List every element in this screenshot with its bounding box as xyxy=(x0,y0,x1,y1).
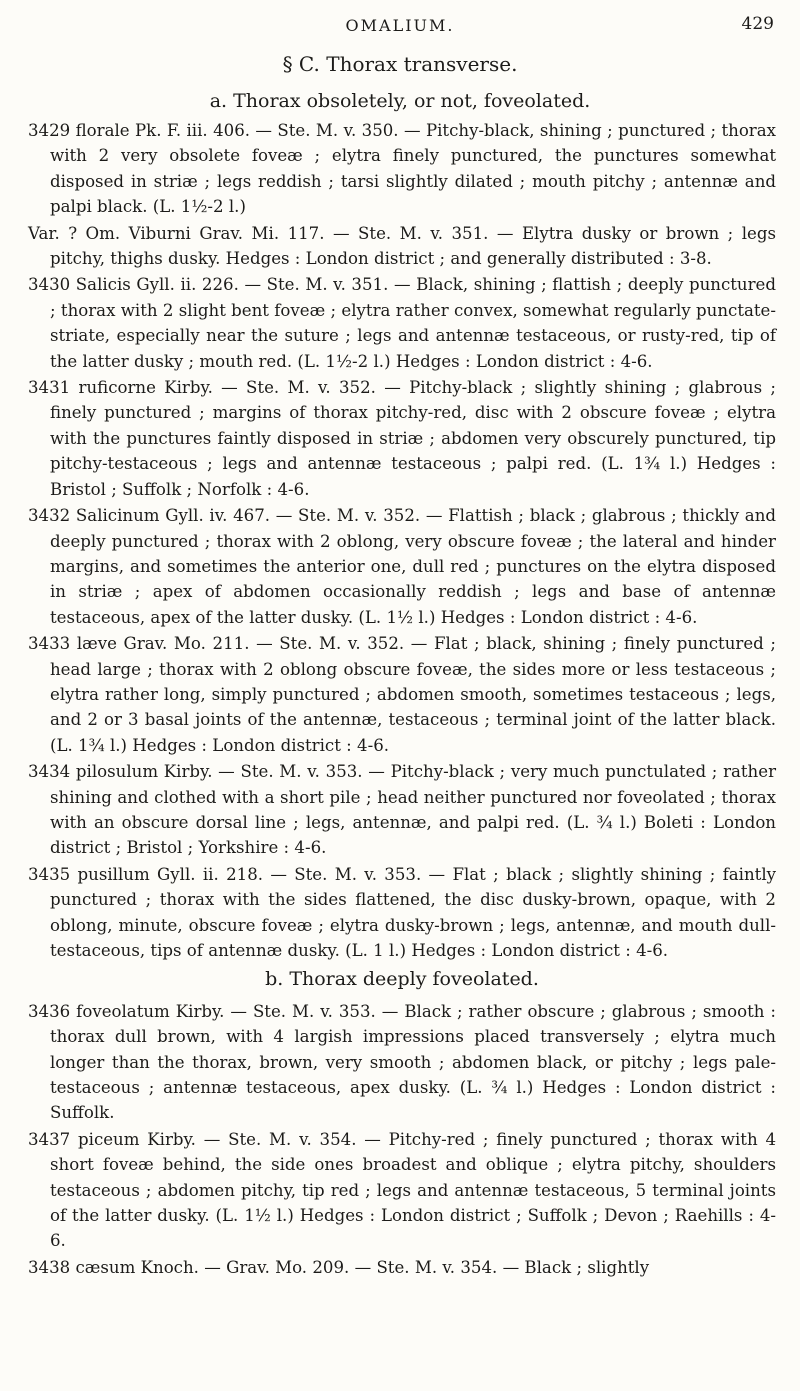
subsection-heading-b: b. Thorax deeply foveolated. xyxy=(265,968,539,991)
species-list xyxy=(28,118,776,1281)
species-entry: 3434 pilosulum Kirby. — Ste. M. v. 353. — Pitchy-black ; very much punctulated ; rather shining and clothed with a short pile ; head neither punctured nor foveolated ; thorax with an obscure dorsal line ; legs, antennæ, and palpi red. (L. ¾ l.) Boleti : London district ; Bristol ; Yorkshire : 4-6. xyxy=(28,762,776,858)
species-entry: 3437 piceum Kirby. — Ste. M. v. 354. — Pitchy-red ; finely punctured ; thorax with 4 short foveæ behind, the side ones broadest and oblique ; elytra pitchy, shoulders testaceous ; abdomen pitchy, tip red ; legs and antennæ testaceous, 5 terminal joints of the latter dusky. (L. 1½ l.) Hedges : London district ; Suffolk ; Devon ; Raehills : 4-6. xyxy=(28,1129,776,1251)
species-entry: 3430 Salicis Gyll. ii. 226. — Ste. M. v. 351. — Black, shining ; flattish ; deeply punctured ; thorax with 2 slight bent foveæ ; elytra rather convex, somewhat regularly punctate-striate, especially near the suture ; legs and antennæ testaceous, or rusty-red, tip of the latter dusky ; mouth red. (L. 1½-2 l.) Hedges : London district : 4-6. xyxy=(28,275,776,371)
page-number: 429 xyxy=(741,14,774,34)
section-heading: § C. Thorax transverse. xyxy=(282,52,518,76)
species-entry: 3436 foveolatum Kirby. — Ste. M. v. 353. — Black ; rather obscure ; glabrous ; smooth : thorax dull brown, with 4 largish impressions placed transversely ; elytra much longer than the thorax, brown, very smooth ; abdomen black, or pitchy ; legs pale-testaceous ; antennæ testaceous, apex dusky. (L. ¾ l.) Hedges : London district : Suffolk. xyxy=(28,1001,776,1123)
subsection-heading-a: a. Thorax obsoletely, or not, foveolated. xyxy=(209,90,591,112)
species-entry: 3438 cæsum Knoch. — Grav. Mo. 209. — Ste. M. v. 354. — Black ; slightly xyxy=(28,1257,650,1277)
species-entry: 3431 ruficorne Kirby. — Ste. M. v. 352. — Pitchy-black ; slightly shining ; glabrous ; finely punctured ; margins of thorax pitchy-red, disc with 2 obscure foveæ ; elytra with the punctures faintly disposed in striæ ; abdomen very obscurely punctured, tip pitchy-testaceous ; legs and antennæ testaceous ; palpi red. (L. 1¾ l.) Hedges : Bristol ; Suffolk ; Norfolk : 4-6. xyxy=(28,378,776,499)
species-entry: 3432 Salicinum Gyll. iv. 467. — Ste. M. v. 352. — Flattish ; black ; glabrous ; thickly and deeply punctured ; thorax with 2 oblong, very obscure foveæ ; the lateral and hinder margins, and sometimes the anterior one, dull red ; punctures on the elytra disposed in striæ ; apex of abdomen occasionally reddish ; legs and base of antennæ testaceous, apex of the latter dusky. (L. 1½ l.) Hedges : London district : 4-6. xyxy=(28,506,776,627)
species-entry: 3435 pusillum Gyll. ii. 218. — Ste. M. v. 353. — Flat ; black ; slightly shining ; faintly punctured ; thorax with the sides flattened, the disc dusky-brown, opaque, with 2 oblong, minute, obscure foveæ ; elytra dusky-brown ; legs, antennæ, and mouth dull-testaceous, tips of antennæ dusky. (L. 1 l.) Hedges : London district : 4-6. xyxy=(28,864,776,960)
species-entry: 3433 læve Grav. Mo. 211. — Ste. M. v. 352. — Flat ; black, shining ; finely punctured ; head large ; thorax with 2 oblong obscure foveæ, the sides more or less testaceous ; elytra rather long, simply punctured ; abdomen smooth, sometimes testaceous ; legs, and 2 or 3 basal joints of the antennæ, testaceous ; terminal joint of the latter black. (L. 1¾ l.) Hedges : London district : 4-6. xyxy=(28,634,776,755)
species-entry: Var. ? Om. Viburni Grav. Mi. 117. — Ste. M. v. 351. — Elytra dusky or brown ; legs pitchy, thighs dusky. Hedges : London district ; and generally distributed : 3-8. xyxy=(28,223,776,269)
running-title: OMALIUM. xyxy=(345,16,455,35)
species-entry: 3429 florale Pk. F. iii. 406. — Ste. M. v. 350. — Pitchy-black, shining ; punctured ; thorax with 2 very obsolete foveæ ; elytra finely punctured, the punctures somewhat disposed in striæ ; legs reddish ; tarsi slightly dilated ; mouth pitchy ; antennæ and palpi black. (L. 1½-2 l.) xyxy=(28,121,776,217)
